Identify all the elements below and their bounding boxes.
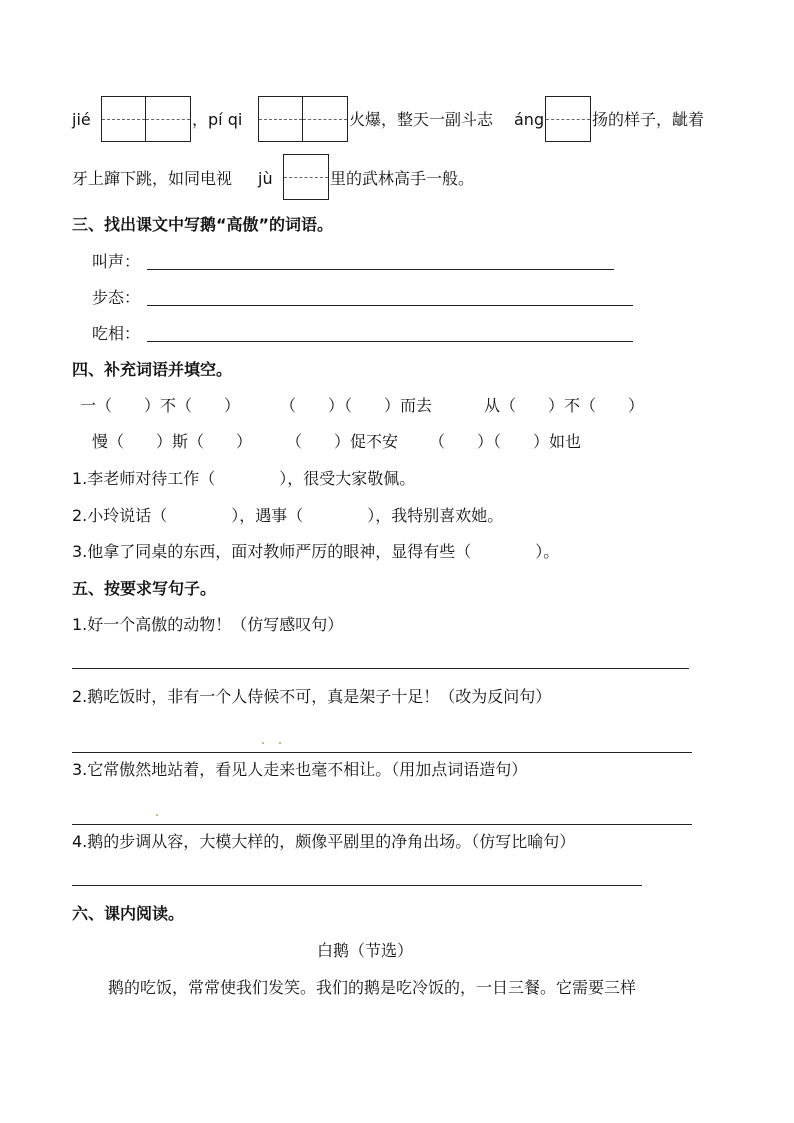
pinyin-piqi: ，pí qi — [192, 110, 243, 129]
stray-dot — [156, 814, 158, 816]
grid-cell — [303, 97, 347, 141]
char-grid-ju[interactable] — [283, 154, 329, 200]
grid-cell — [146, 97, 190, 141]
idiom-5: （ ）促不安 — [286, 432, 399, 451]
grid-cell — [284, 155, 328, 199]
idiom-2: （ ）（ ）而去 — [280, 396, 433, 415]
text-yang: 扬的样子，龇着 — [592, 110, 705, 129]
grid-cell — [546, 97, 590, 141]
fill-question-3: 3.他拿了同桌的东西，面对教师严厉的眼神，显得有些（ ）。 — [72, 542, 560, 561]
fill-question-2: 2.小玲说话（ ），遇事（ ），我特别喜欢她。 — [72, 506, 504, 525]
idiom-6: （ ）（ ）如也 — [429, 432, 582, 451]
answer-line-q3[interactable] — [72, 824, 692, 825]
grid-cell — [259, 97, 303, 141]
pinyin-jie: jié — [72, 110, 91, 129]
idiom-3: 从（ ）不（ ） — [484, 396, 645, 415]
section6-title: 六、课内阅读。 — [72, 904, 185, 923]
answer-line-q2[interactable] — [72, 752, 692, 753]
sentence-question-2: 2.鹅吃饭时，非有一个人侍候不可，真是架子十足！（改为反问句） — [72, 687, 552, 706]
stray-dot — [262, 742, 264, 744]
char-grid-piqi[interactable] — [258, 96, 348, 142]
answer-line-chixiang[interactable] — [147, 341, 633, 342]
sentence-question-3: 3.它常傲然地站着，看见人走来也毫不相让。（用加点词语造句） — [72, 760, 528, 779]
passage-text: 鹅的吃饭，常常使我们发笑。我们的鹅是吃冷饭的，一日三餐。它需要三样 — [108, 978, 637, 997]
text-huobao: 火爆，整天一副斗志 — [349, 110, 494, 129]
idiom-1: 一（ ）不（ ） — [80, 396, 241, 415]
section4-title: 四、补充词语并填空。 — [72, 360, 233, 379]
stray-dot — [279, 742, 281, 744]
pinyin-ang: áng — [514, 110, 545, 129]
answer-line-jiaosheng[interactable] — [147, 269, 614, 270]
fill-question-1: 1.李老师对待工作（ ），很受大家敬佩。 — [72, 469, 416, 488]
grid-cell — [102, 97, 146, 141]
section3-label-jiaosheng: 叫声： — [92, 252, 141, 271]
section3-title: 三、找出课文中写鹅“高傲”的词语。 — [72, 215, 334, 234]
char-grid-jie[interactable] — [101, 96, 191, 142]
text-line2-prefix: 牙上蹿下跳，如同电视 — [72, 169, 233, 188]
sentence-question-4: 4.鹅的步调从容，大模大样的，颇像平剧里的净角出场。（仿写比喻句） — [72, 832, 576, 851]
answer-line-q4[interactable] — [72, 885, 642, 886]
section3-label-chixiang: 吃相： — [92, 324, 141, 343]
sentence-question-1: 1.好一个高傲的动物！（仿写感叹句） — [72, 615, 344, 634]
text-line2-suffix: 里的武林高手一般。 — [330, 169, 475, 188]
passage-title: 白鹅（节选） — [317, 941, 414, 960]
pinyin-ju: jù — [258, 169, 273, 188]
idiom-4: 慢（ ）斯（ ） — [92, 432, 253, 451]
char-grid-ang[interactable] — [545, 96, 591, 142]
section5-title: 五、按要求写句子。 — [72, 579, 217, 598]
answer-line-q1[interactable] — [72, 668, 689, 669]
answer-line-butai[interactable] — [147, 305, 633, 306]
section3-label-butai: 步态： — [92, 288, 141, 307]
